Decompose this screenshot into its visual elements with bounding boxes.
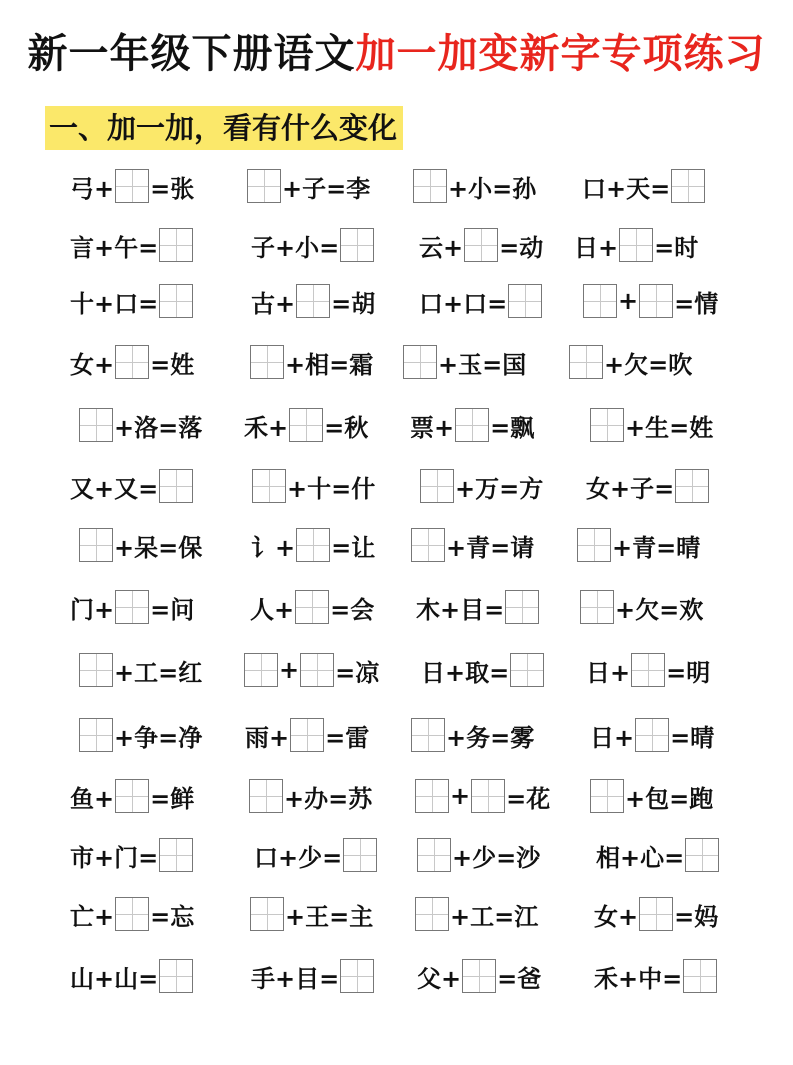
exercise-item: [70, 894, 194, 934]
exercise-item: [594, 894, 718, 934]
exercise-item: [589, 776, 713, 816]
equation-text: 禾+: [244, 413, 289, 442]
exercise-item: [594, 956, 718, 996]
equation-text: +王=主: [285, 902, 374, 931]
equation-text: =忘: [150, 902, 195, 931]
answer-box[interactable]: [577, 528, 611, 562]
exercise-item: [245, 715, 369, 755]
answer-box[interactable]: [115, 779, 149, 813]
equation-text: +工=红: [114, 658, 203, 687]
equation-text: 弓+: [70, 174, 115, 203]
answer-box[interactable]: [115, 590, 149, 624]
exercise-item: [419, 466, 543, 506]
answer-box[interactable]: [590, 408, 624, 442]
equation-text: =姓: [150, 350, 195, 379]
answer-box[interactable]: [420, 469, 454, 503]
answer-box[interactable]: [411, 718, 445, 752]
exercise-item: [586, 466, 710, 506]
equation-text: =张: [150, 174, 195, 203]
answer-box[interactable]: [159, 284, 193, 318]
answer-box[interactable]: [79, 718, 113, 752]
equation-text: +呆=保: [114, 533, 203, 562]
equation-text: =问: [150, 595, 195, 624]
title-part-black: 新一年级下册语文: [27, 31, 356, 77]
equation-text: 相+心=: [596, 843, 685, 872]
answer-box[interactable]: [505, 590, 539, 624]
equation-text: 日+取=: [421, 658, 510, 687]
equation-text: 口+少=: [254, 843, 343, 872]
answer-box[interactable]: [411, 528, 445, 562]
equation-text: 雨+: [245, 723, 290, 752]
equation-text: =爸: [497, 964, 542, 993]
answer-box[interactable]: [471, 779, 505, 813]
equation-text: +欠=吹: [604, 350, 693, 379]
equation-text: =会: [330, 595, 375, 624]
exercise-item: [248, 776, 372, 816]
equation-text: +洛=落: [114, 413, 203, 442]
answer-box[interactable]: [115, 345, 149, 379]
equation-text: 人+: [250, 595, 295, 624]
equation-text: 口+天=: [582, 174, 671, 203]
answer-box[interactable]: [79, 528, 113, 562]
exercise-item: [249, 342, 373, 382]
equation-text: =让: [331, 533, 376, 562]
answer-box[interactable]: [290, 718, 324, 752]
answer-box[interactable]: [462, 959, 496, 993]
exercise-item: [254, 835, 378, 875]
exercise-item: [412, 166, 536, 206]
answer-box[interactable]: [590, 779, 624, 813]
answer-box[interactable]: [343, 838, 377, 872]
exercise-item: [70, 776, 194, 816]
exercise-item: [70, 342, 194, 382]
equation-text: 女+子=: [586, 474, 675, 503]
answer-box[interactable]: [683, 959, 717, 993]
exercise-item: [246, 166, 370, 206]
equation-text: 父+: [417, 964, 462, 993]
equation-text: =明: [666, 658, 711, 687]
answer-box[interactable]: [79, 653, 113, 687]
exercise-item: [70, 166, 194, 206]
equation-text: +十=什: [287, 474, 376, 503]
exercise-item: [410, 715, 534, 755]
equation-text: =时: [654, 233, 699, 262]
equation-text: 亡+: [70, 902, 115, 931]
answer-box[interactable]: [115, 169, 149, 203]
exercise-item: [410, 525, 534, 565]
exercise-item: [586, 650, 710, 690]
equation-text: +办=苏: [284, 784, 373, 813]
exercise-item: [589, 405, 713, 445]
exercise-item: [419, 225, 543, 265]
equation-text: =凉: [335, 658, 380, 687]
equation-text: +欠=欢: [615, 595, 704, 624]
exercise-item: [249, 894, 373, 934]
exercise-item: [70, 956, 194, 996]
exercise-item: [416, 587, 540, 627]
equation-text: 日+: [574, 233, 619, 262]
exercise-item: [251, 525, 375, 565]
equation-text: +小=孙: [448, 174, 537, 203]
equation-text: =晴: [670, 723, 715, 752]
exercise-item: [419, 281, 543, 321]
equation-text: 木+目=: [416, 595, 505, 624]
equation-text: 讠+: [251, 533, 296, 562]
answer-box[interactable]: [79, 408, 113, 442]
exercise-item: [250, 587, 374, 627]
exercise-item: [70, 281, 194, 321]
answer-box[interactable]: [569, 345, 603, 379]
answer-box[interactable]: [510, 653, 544, 687]
answer-box[interactable]: [300, 653, 334, 687]
exercise-item: [574, 225, 698, 265]
equation-text: =情: [674, 289, 719, 318]
equation-text: 口+口=: [419, 289, 508, 318]
exercise-item: [251, 956, 375, 996]
answer-box[interactable]: [675, 469, 709, 503]
equation-text: =妈: [674, 902, 719, 931]
equation-text: =鲜: [150, 784, 195, 813]
equation-text: 子+小=: [251, 233, 340, 262]
equation-text: +: [450, 782, 471, 810]
equation-text: 票+: [410, 413, 455, 442]
answer-box[interactable]: [508, 284, 542, 318]
equation-text: 十+口=: [70, 289, 159, 318]
exercise-item: [414, 776, 550, 816]
exercise-item: [244, 405, 368, 445]
answer-box[interactable]: [455, 408, 489, 442]
equation-text: 云+: [419, 233, 464, 262]
answer-box[interactable]: [340, 959, 374, 993]
exercise-item: [579, 587, 703, 627]
answer-box[interactable]: [417, 838, 451, 872]
equation-text: +玉=国: [438, 350, 527, 379]
exercise-item: [402, 342, 526, 382]
answer-box[interactable]: [464, 228, 498, 262]
equation-text: 女+: [594, 902, 639, 931]
equation-text: +子=李: [282, 174, 371, 203]
answer-box[interactable]: [413, 169, 447, 203]
equation-text: +争=净: [114, 723, 203, 752]
answer-box[interactable]: [415, 897, 449, 931]
answer-box[interactable]: [159, 228, 193, 262]
title-part-red: 加一加变新字专项练习: [355, 31, 766, 77]
exercise-item: [78, 405, 202, 445]
equation-text: +: [618, 287, 639, 315]
equation-text: 言+午=: [70, 233, 159, 262]
equation-text: +生=姓: [625, 413, 714, 442]
equation-text: =秋: [324, 413, 369, 442]
equation-text: +少=沙: [452, 843, 541, 872]
page-title: [0, 28, 793, 80]
answer-box[interactable]: [415, 779, 449, 813]
exercise-item: [251, 225, 375, 265]
equation-text: 山+山=: [70, 964, 159, 993]
equation-text: 手+目=: [251, 964, 340, 993]
equation-text: =飘: [490, 413, 535, 442]
exercise-item: [78, 525, 202, 565]
equation-text: +万=方: [455, 474, 544, 503]
answer-box[interactable]: [250, 897, 284, 931]
equation-text: 日+: [586, 658, 631, 687]
equation-text: +青=晴: [612, 533, 701, 562]
exercise-item: [414, 894, 538, 934]
equation-text: +包=跑: [625, 784, 714, 813]
section-heading: 一、加一加，看有什么变化: [45, 106, 403, 150]
answer-box[interactable]: [115, 897, 149, 931]
equation-text: =雷: [325, 723, 370, 752]
exercise-item: [243, 650, 379, 690]
answer-box[interactable]: [580, 590, 614, 624]
answer-box[interactable]: [289, 408, 323, 442]
exercise-item: [416, 835, 540, 875]
exercise-item: [417, 956, 541, 996]
equation-text: +务=雾: [446, 723, 535, 752]
exercise-item: [78, 650, 202, 690]
equation-text: 又+又=: [70, 474, 159, 503]
answer-box[interactable]: [340, 228, 374, 262]
answer-box[interactable]: [244, 653, 278, 687]
answer-box[interactable]: [295, 590, 329, 624]
equation-text: 日+: [590, 723, 635, 752]
exercise-item: [70, 466, 194, 506]
exercise-item: [251, 281, 375, 321]
exercise-item: [251, 466, 375, 506]
answer-box[interactable]: [631, 653, 665, 687]
answer-box[interactable]: [635, 718, 669, 752]
answer-box[interactable]: [247, 169, 281, 203]
equation-text: 女+: [70, 350, 115, 379]
equation-text: 市+门=: [70, 843, 159, 872]
answer-box[interactable]: [250, 345, 284, 379]
exercise-item: [78, 715, 202, 755]
equation-text: =胡: [331, 289, 376, 318]
answer-box[interactable]: [159, 838, 193, 872]
exercise-item: [576, 525, 700, 565]
equation-text: 古+: [251, 289, 296, 318]
exercise-item: [421, 650, 545, 690]
exercise-item: [568, 342, 692, 382]
equation-text: +: [279, 656, 300, 684]
equation-text: +相=霜: [285, 350, 374, 379]
exercise-item: [70, 225, 194, 265]
answer-box[interactable]: [249, 779, 283, 813]
exercise-item: [410, 405, 534, 445]
answer-box[interactable]: [685, 838, 719, 872]
answer-box[interactable]: [159, 959, 193, 993]
answer-box[interactable]: [296, 528, 330, 562]
exercise-item: [70, 587, 194, 627]
answer-box[interactable]: [639, 897, 673, 931]
exercise-item: [596, 835, 720, 875]
answer-box[interactable]: [252, 469, 286, 503]
equation-text: +青=请: [446, 533, 535, 562]
answer-box[interactable]: [639, 284, 673, 318]
answer-box[interactable]: [403, 345, 437, 379]
exercise-item: [590, 715, 714, 755]
equation-text: 鱼+: [70, 784, 115, 813]
equation-text: +工=江: [450, 902, 539, 931]
answer-box[interactable]: [619, 228, 653, 262]
exercise-item: [70, 835, 194, 875]
answer-box[interactable]: [583, 284, 617, 318]
answer-box[interactable]: [296, 284, 330, 318]
equation-text: 禾+中=: [594, 964, 683, 993]
answer-box[interactable]: [159, 469, 193, 503]
equation-text: 门+: [70, 595, 115, 624]
exercise-item: [582, 166, 706, 206]
equation-text: =花: [506, 784, 551, 813]
exercise-item: [582, 281, 718, 321]
equation-text: =动: [499, 233, 544, 262]
answer-box[interactable]: [671, 169, 705, 203]
